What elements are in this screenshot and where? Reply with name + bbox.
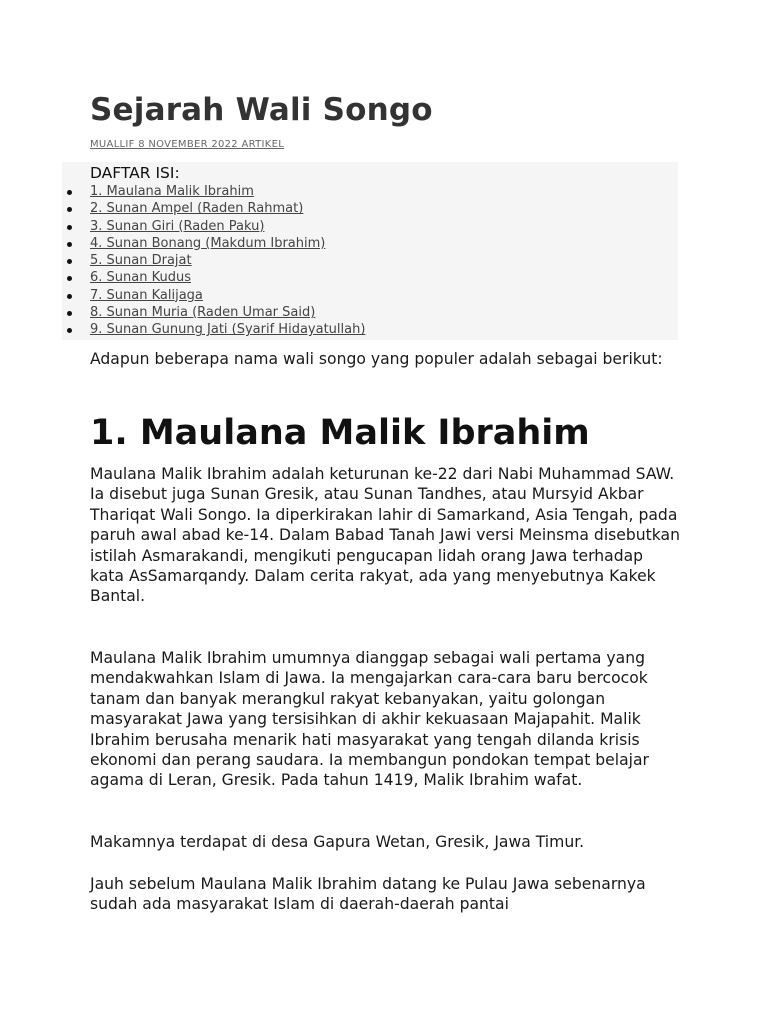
- toc-link-sunan-bonang[interactable]: 4. Sunan Bonang (Makdum Ibrahim): [90, 235, 326, 251]
- toc-item: [62, 218, 365, 235]
- section-heading-maulana-malik-ibrahim: 1. Maulana Malik Ibrahim: [90, 413, 590, 453]
- toc-link-sunan-ampel[interactable]: 2. Sunan Ampel (Raden Rahmat): [90, 201, 304, 217]
- toc-link-sunan-muria[interactable]: 8. Sunan Muria (Raden Umar Said): [90, 305, 316, 321]
- toc-link-sunan-gunung-jati[interactable]: 9. Sunan Gunung Jati (Syarif Hidayatullah): [90, 322, 366, 338]
- toc-list: [62, 183, 365, 339]
- toc-item: [62, 252, 365, 269]
- toc-item: [62, 183, 365, 200]
- toc-item: [62, 200, 365, 217]
- toc-link-sunan-kalijaga[interactable]: 7. Sunan Kalijaga: [90, 287, 203, 303]
- table-of-contents: [62, 162, 678, 340]
- section-paragraph-3: Makamnya terdapat di desa Gapura Wetan, Gresik, Jawa Timur.: [90, 833, 585, 851]
- section-paragraph-2: Maulana Malik Ibrahim umumnya dianggap sebagai wali pertama yang mendakwahkan Islam di Jawa. Ia mengajarkan cara-cara baru bercocok tanam dan banyak merangkul rakyat kebanyakan, yaitu golongan masyarakat Jawa yang tersisihkan di akhir kekuasaan Majapahit. Malik Ibrahim berusaha menarik hati masyarakat yang tengah dilanda krisis ekonomi dan perang saudara. Ia membangun pondokan tempat belajar agama di Leran, Gresik. Pada tahun 1419, Malik Ibrahim wafat.: [90, 649, 649, 790]
- intro-paragraph: Adapun beberapa nama wali songo yang populer adalah sebagai berikut:: [90, 350, 663, 368]
- article-meta-link[interactable]: MUALLIF 8 NOVEMBER 2022 ARTIKEL: [90, 139, 285, 150]
- toc-link-sunan-kudus[interactable]: 6. Sunan Kudus: [90, 270, 191, 286]
- toc-item: [62, 269, 365, 286]
- toc-item: [62, 235, 365, 252]
- toc-item: [62, 287, 365, 304]
- section-paragraph-1: Maulana Malik Ibrahim adalah keturunan ke-22 dari Nabi Muhammad SAW. Ia disebut juga Sunan Gresik, atau Sunan Tandhes, atau Mursyid Akbar Thariqat Wali Songo. Ia diperkirakan lahir di Samarkand, Asia Tengah, pada paruh awal abad ke-14. Dalam Babad Tanah Jawi versi Meinsma disebutkan istilah Asmarakandi, mengikuti pengucapan lidah orang Jawa terhadap kata AsSamarqandy. Dalam cerita rakyat, ada yang menyebutnya Kakek Bantal.: [90, 465, 680, 606]
- toc-item: [62, 321, 365, 338]
- toc-link-sunan-giri[interactable]: 3. Sunan Giri (Raden Paku): [90, 218, 265, 234]
- toc-link-maulana-malik-ibrahim[interactable]: 1. Maulana Malik Ibrahim: [90, 184, 254, 199]
- toc-heading: DAFTAR ISI:: [90, 164, 180, 182]
- page-title: Sejarah Wali Songo: [90, 92, 433, 128]
- article-header: [90, 90, 678, 152]
- toc-item: [62, 304, 365, 321]
- section-paragraph-4: Jauh sebelum Maulana Malik Ibrahim datang ke Pulau Jawa sebenarnya sudah ada masyarakat Islam di daerah-daerah pantai: [90, 875, 646, 914]
- toc-link-sunan-drajat[interactable]: 5. Sunan Drajat: [90, 253, 192, 269]
